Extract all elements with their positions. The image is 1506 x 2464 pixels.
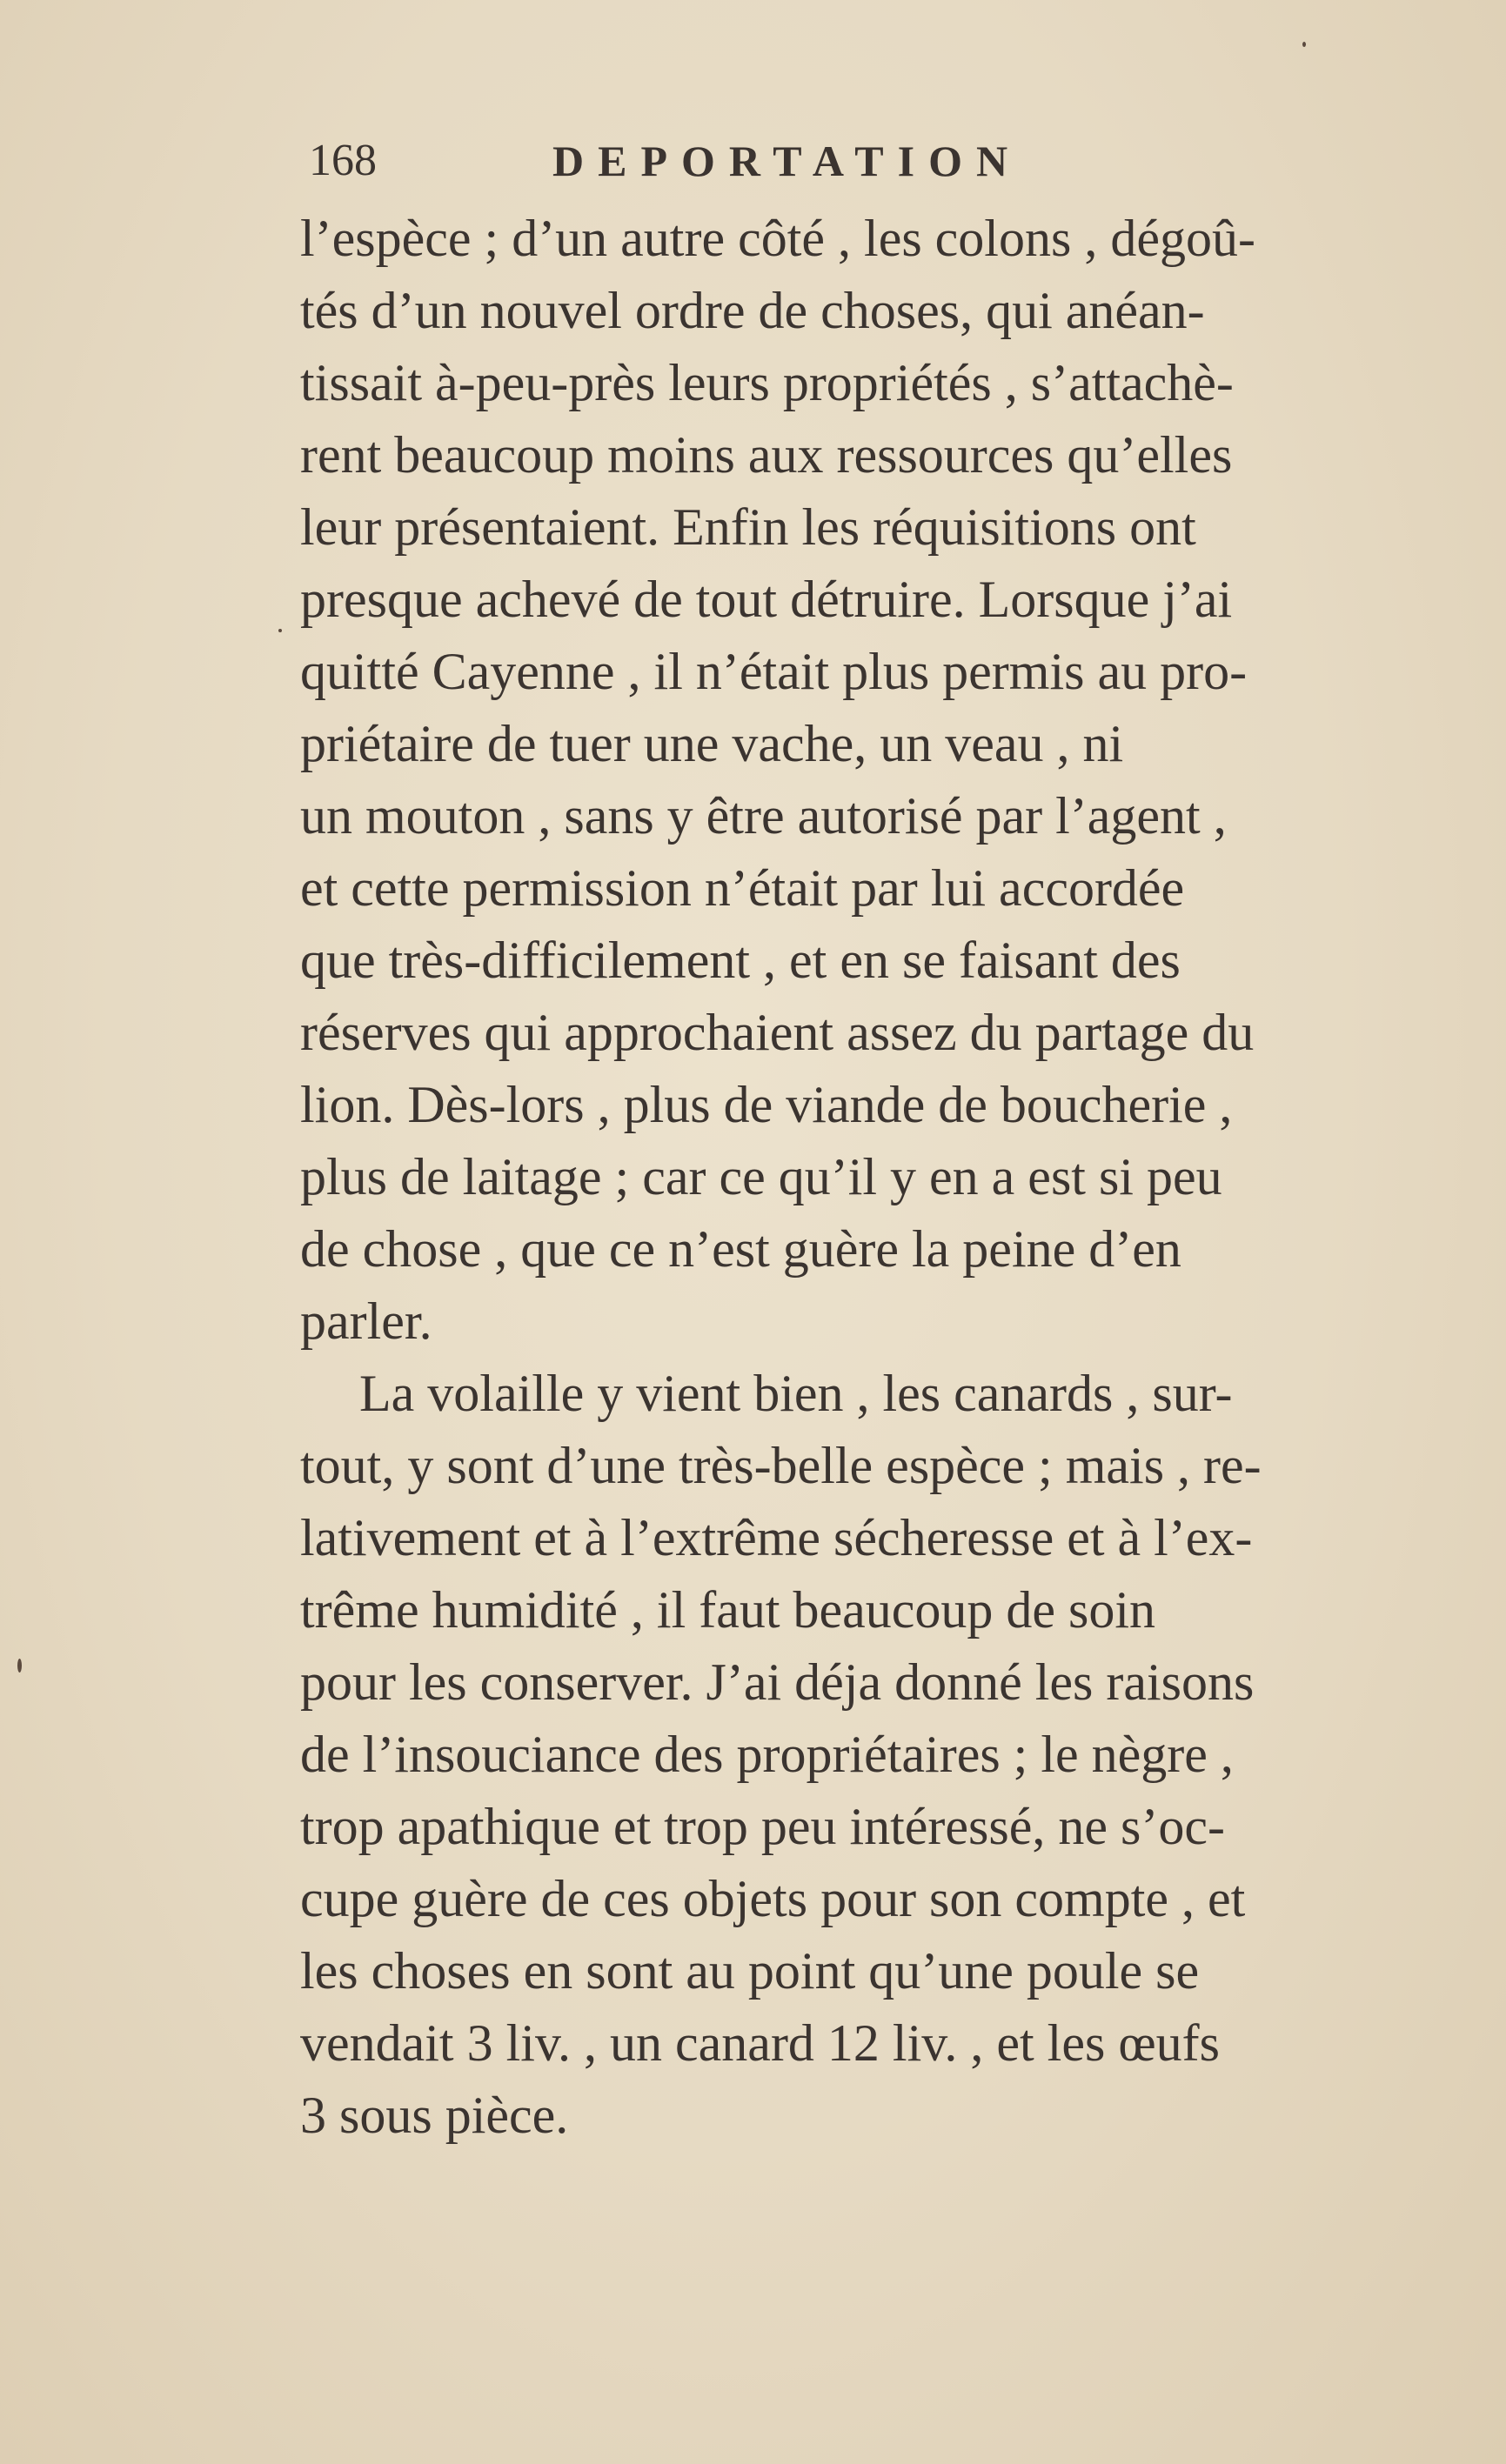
running-title: DEPORTATION xyxy=(552,137,1022,185)
text-line: un mouton , sans y être autorisé par l’agent , xyxy=(300,787,1227,845)
text-line: plus de laitage ; car ce qu’il y en a est si peu xyxy=(300,1148,1222,1205)
body-text xyxy=(300,203,1388,2152)
text-line: que très-difficilement , et en se faisant des xyxy=(300,932,1181,989)
text-line: lativement et à l’extrême sécheresse et à l’ex- xyxy=(300,1509,1253,1566)
text-line: tés d’un nouvel ordre de choses, qui anéan- xyxy=(300,282,1205,339)
text-line: tout, y sont d’une très-belle espèce ; mais , re- xyxy=(300,1437,1262,1494)
text-line: 3 sous pièce. xyxy=(300,2087,569,2144)
text-line: quitté Cayenne , il n’était plus permis au pro- xyxy=(300,643,1248,700)
paper-speck xyxy=(17,1659,22,1673)
text-line: presque achevé de tout détruire. Lorsque j’ai xyxy=(300,571,1233,628)
text-line: de l’insouciance des propriétaires ; le nègre , xyxy=(300,1726,1234,1783)
text-line: trême humidité , il faut beaucoup de soin xyxy=(300,1581,1156,1639)
text-line: rent beaucoup moins aux ressources qu’elles xyxy=(300,426,1233,484)
text-line: lion. Dès-lors , plus de viande de boucherie , xyxy=(300,1076,1233,1133)
text-line: tissait à-peu-près leurs propriétés , s’attachè- xyxy=(300,354,1234,411)
text-line: réserves qui approchaient assez du partage du xyxy=(300,1004,1255,1061)
paper-speck xyxy=(1302,42,1306,47)
text-line: cupe guère de ces objets pour son compte , et xyxy=(300,1870,1246,1927)
text-line: et cette permission n’était par lui accordée xyxy=(300,859,1185,917)
page-number: 168 xyxy=(309,136,377,185)
text-line: leur présentaient. Enfin les réquisitions ont xyxy=(300,498,1196,556)
page-header xyxy=(309,130,1179,191)
text-line: les choses en sont au point qu’une poule se xyxy=(300,1942,1200,2000)
text-line: pour les conserver. J’ai déja donné les raisons xyxy=(300,1653,1255,1711)
text-line: parler. xyxy=(300,1292,432,1350)
paragraph-first-line: La volaille y vient bien , les canards , sur- xyxy=(359,1365,1233,1422)
text-line: de chose , que ce n’est guère la peine d’en xyxy=(300,1220,1181,1278)
text-line: priétaire de tuer une vache, un veau , ni xyxy=(300,715,1124,772)
text-line: l’espèce ; d’un autre côté , les colons , dégoû- xyxy=(300,210,1255,267)
text-line: trop apathique et trop peu intéressé, ne s’oc- xyxy=(300,1798,1225,1855)
paper-speck xyxy=(278,629,282,632)
text-line: vendait 3 liv. , un canard 12 liv. , et les œufs xyxy=(300,2014,1220,2072)
